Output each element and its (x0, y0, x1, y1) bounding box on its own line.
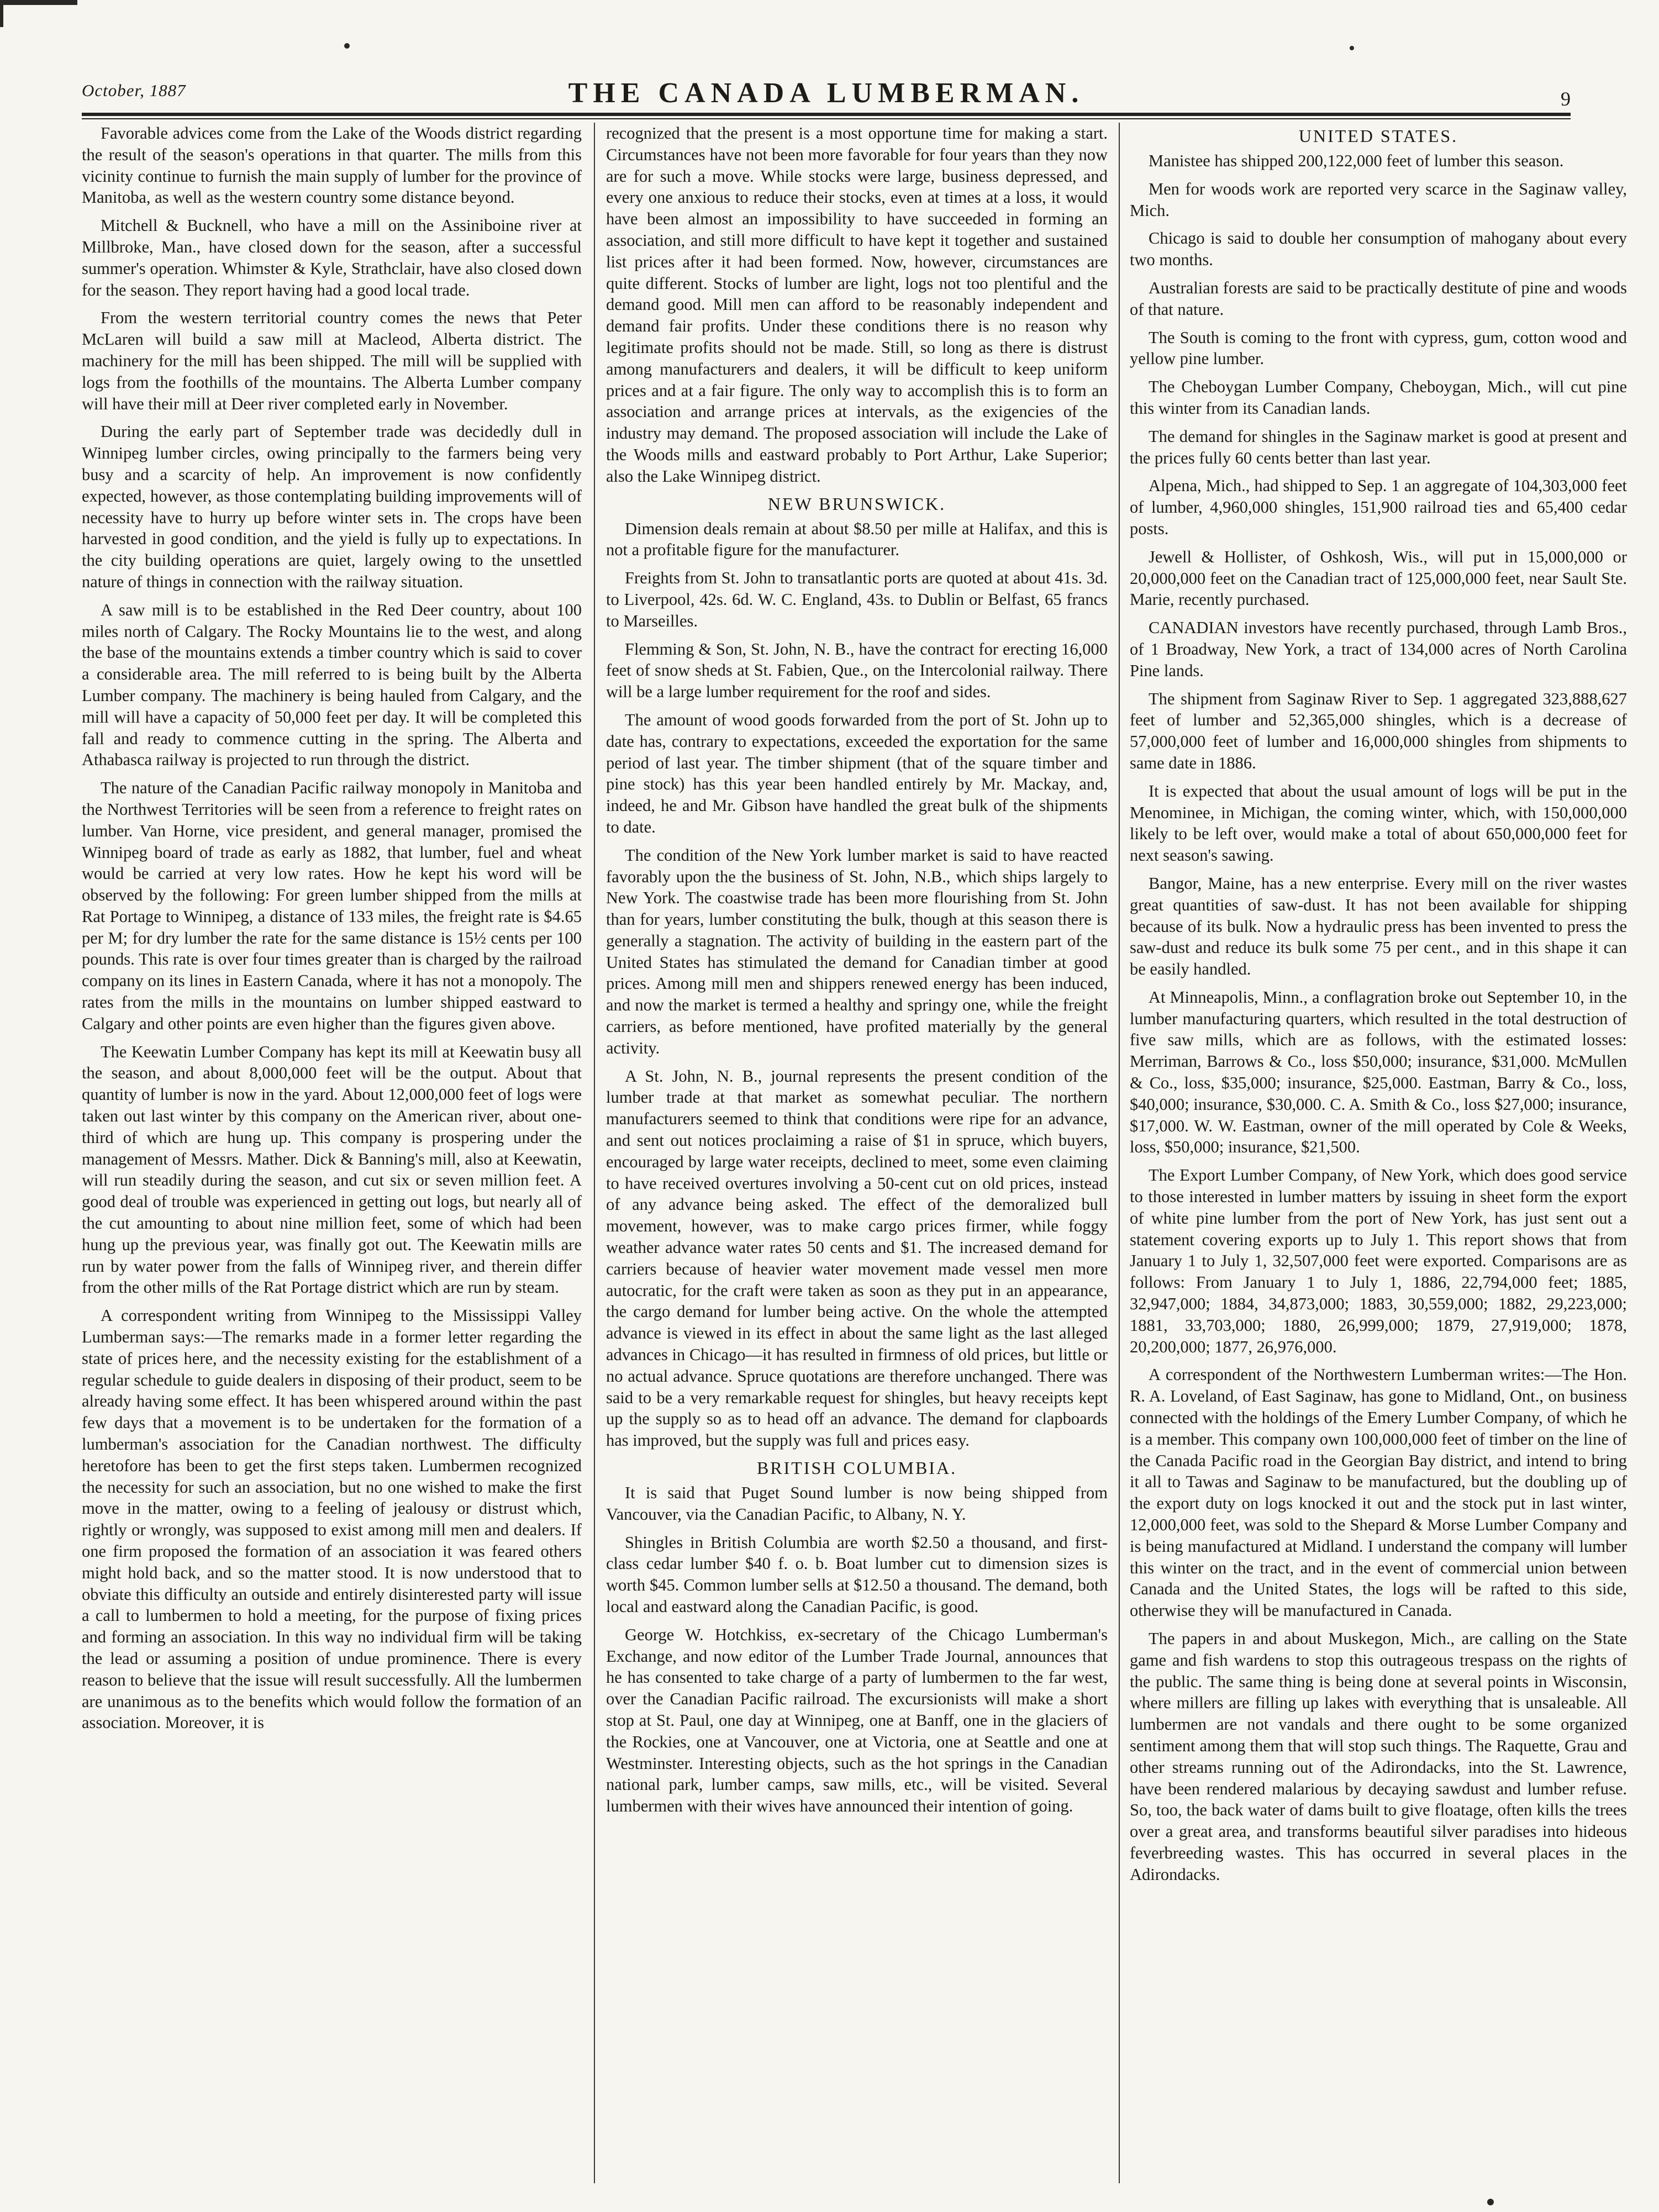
section-heading-united-states: UNITED STATES. (1298, 126, 1458, 146)
masthead-rule (82, 113, 1571, 116)
article-paragraph: Dimension deals remain at about $8.50 per mille at Halifax, and this is not a profitable figure for the manufacturer. (606, 519, 1108, 560)
article-paragraph: The South is coming to the front with cypress, gum, cotton wood and yellow pine lumber. (1130, 328, 1627, 368)
masthead (82, 77, 1571, 109)
scan-speck (344, 43, 350, 49)
page-number: 9 (1561, 88, 1571, 110)
article-paragraph: The demand for shingles in the Saginaw market is good at present and the prices fully 60 cents better than last year. (1130, 426, 1627, 467)
column-divider (594, 123, 595, 2183)
article-paragraph: recognized that the present is a most opportune time for making a start. Circumstances have not been more favorable for four years than they now are for such a move. While stocks were large, business depressed, and every one anxious to reduce their stocks, even at times at a loss, it would have been almost an impossibility to have succeeded in forming an association, and still more difficult to have kept it together and sustained list prices after it had been formed. Now, however, circumstances are quite different. Stocks of lumber are light, logs not too plentiful and the demand good. Mill men can afford to be reasonably independent and demand fair profits. Under these conditions there is no reason why legitimate profits should not be made. Still, so long as there is distrust among manufacturers and dealers, it will be difficult to keep uniform prices and at a fair figure. The only way to accomplish this is to form an association and arrange prices at intervals, as the exigencies of the industry may demand. The proposed association will include the Lake of the Woods mills and eastward probably to Port Arthur, Lake Superior; also the Lake Winnipeg district. (606, 124, 1108, 486)
section-heading-british-columbia: BRITISH COLUMBIA. (756, 1458, 957, 1478)
scan-speck (1350, 46, 1354, 50)
masthead-rule-thin (82, 118, 1571, 119)
left-column (82, 123, 582, 2189)
scan-artifact (0, 5, 3, 27)
section-heading-new-brunswick: NEW BRUNSWICK. (767, 493, 946, 514)
article-paragraph: Men for woods work are reported very scarce in the Saginaw valley, Mich. (1130, 179, 1627, 220)
article-paragraph: A correspondent of the Northwestern Lumberman writes:—The Hon. R. A. Loveland, of East Saginaw, has gone to Midland, Ont., on business connected with the holdings of the Emery Lumber Company, of which he is a member. This company own 100,000,000 feet of timber on the line of the Canada Pacific road in the Georgian Bay district, and intend to bring it all to Tawas and Saginaw to be manufactured, but the doubling up of the export duty on logs knocked it out and the stock put in last winter, 12,000,000 feet, was sold to the Shepard & Morse Lumber Company and is being manufactured at Midland. I understand the company will lumber this winter on the tract, and in the event of commercial union between Canada and the United States, the logs will be rafted to this side, otherwise they will be manufactured in Canada. (1130, 1365, 1627, 1620)
article-paragraph: George W. Hotchkiss, ex-secretary of the Chicago Lumberman's Exchange, and now editor of the Lumber Trade Journal, announces that he has consented to take charge of a party of lumbermen to the far west, over the Canadian Pacific railroad. The excursionists will make a short stop at St. Paul, one day at Winnipeg, one at Banff, one in the glaciers of the Rockies, one at Vancouver, one at Victoria, one at Seattle and one at Westminster. Interesting objects, such as the hot springs in the Canadian national park, lumber camps, saw mills, etc., will be visited. Several lumbermen with their wives have announced their intention of going. (606, 1625, 1108, 1816)
article-paragraph: During the early part of September trade was decidedly dull in Winnipeg lumber circles, owing principally to the farmers being very busy and a scarcity of help. An improvement is now confidently expected, however, as those contemplating building improvements will of necessity have to hurry up before winter sets in. The crops have been harvested in good condition, and the yield is fully up to expectations. In the city building operations are quiet, largely owing to the unsettled nature of things in connection with the railway situation. (82, 422, 582, 591)
article-paragraph: Favorable advices come from the Lake of the Woods district regarding the result of the season's operations in that quarter. The mills from this vicinity continue to furnish the main supply of lumber for the province of Manitoba, as well as the western country some distance beyond. (82, 124, 582, 207)
scan-speck (1487, 2199, 1494, 2205)
article-paragraph: It is expected that about the usual amount of logs will be put in the Menominee, in Michigan, the coming winter, which, with 150,000,000 likely to be left over, would make a total of about 650,000,000 feet for next season's sawing. (1130, 781, 1627, 865)
article-paragraph: From the western territorial country comes the news that Peter McLaren will build a saw mill at Macleod, Alberta district. The machinery for the mill has been shipped. The mill will be supplied with logs from the foothills of the mountains. The Alberta Lumber company will have their mill at Deer river completed early in November. (82, 308, 582, 413)
article-paragraph: A St. John, N. B., journal represents the present condition of the lumber trade at that market as somewhat peculiar. The northern manufacturers seemed to think that conditions were ripe for an advance, and sent out notices proclaiming a raise of $1 in spruce, which buyers, encouraged by large water receipts, declined to meet, some even claiming to have received overtures involving a 50-cent cut on old prices, instead of any advance being asked. The effect of the demoralized bull movement, however, was to make cargo prices firmer, while foggy weather advance water rates 50 cents and $1. The increased demand for carriers because of heavier water movement made vessel men more autocratic, for the craft were taken as soon as they put in an appearance, the cargo demand for lumber being active. On the whole the attempted advance is viewed in its effect in about the same light as the last alleged advances in Chicago—it has resulted in firmness of old prices, but little or no actual advance. Spruce quotations are therefore unchanged. There was said to be a very remarkable request for shingles, but heavy receipts kept up the supply so as to head off an advance. The demand for clapboards has improved, but the supply was full and prices easy. (606, 1066, 1108, 1450)
article-paragraph: Chicago is said to double her consumption of mahogany about every two months. (1130, 229, 1627, 270)
article-paragraph: Mitchell & Bucknell, who have a mill on the Assiniboine river at Millbroke, Man., have closed down for the season, after a successful summer's operation. Whimster & Kyle, Strathclair, have also closed down for the season. They report having had a good local trade. (82, 216, 582, 299)
article-paragraph: CANADIAN investors have recently purchased, through Lamb Bros., of 1 Broadway, New York, a tract of 134,000 acres of North Carolina Pine lands. (1130, 618, 1627, 680)
article-paragraph: The condition of the New York lumber market is said to have reacted favorably upon the the business of St. John, N.B., which ships largely to New York. The coastwise trade has been more flourishing from St. John than for years, lumber constituting the bulk, though at this season there is generally a stagnation. The activity of building in the eastern part of the United States has stimulated the demand for Canadian timber at good prices. Among mill men and shippers renewed energy has been induced, and now the market is termed a healthy and springy one, while the freight carriers, as before mentioned, have profited materially by the general activity. (606, 845, 1108, 1057)
article-paragraph: Bangor, Maine, has a new enterprise. Every mill on the river wastes great quantities of saw-dust. It has not been available for shipping because of its bulk. Now a hydraulic press has been invented to press the saw-dust and reduce its bulk some 75 per cent., and in this shape it can be easily handled. (1130, 873, 1627, 979)
article-paragraph: A saw mill is to be established in the Red Deer country, about 100 miles north of Calgary. The Rocky Mountains lie to the west, and along the base of the mountains extends a timber country which is said to cover a considerable area. The mill referred to is being built by the Alberta Lumber company. The machinery is being hauled from Calgary, and the mill will have a capacity of 50,000 feet per day. It will be completed this fall and ready to commence cutting in the spring. The Alberta and Athabasca railway is projected to run through the district. (82, 600, 582, 770)
article-paragraph: Freights from St. John to transatlantic ports are quoted at about 41s. 3d. to Liverpool, 42s. 6d. W. C. England, 43s. to Dublin or Belfast, 65 francs to Marseilles. (606, 568, 1108, 630)
column-divider (1119, 123, 1120, 2183)
newspaper-title: THE CANADA LUMBERMAN. (568, 77, 1084, 109)
right-column (1130, 123, 1627, 2189)
article-paragraph: The Export Lumber Company, of New York, which does good service to those interested in lumber matters by issuing in sheet form the export of white pine lumber from the port of New York, has just sent out a statement covering exports up to July 1. This report shows that from January 1 to July 1, 32,507,000 feet were exported. Comparisons are as follows: From January 1 to July 1, 1886, 22,794,000 feet; 1885, 32,947,000; 1884, 34,873,000; 1883, 30,559,000; 1882, 29,223,000; 1881, 33,703,000; 1880, 26,999,000; 1879, 27,919,000; 1878, 20,200,000; 1877, 26,976,000. (1130, 1166, 1627, 1356)
article-paragraph: At Minneapolis, Minn., a conflagration broke out September 10, in the lumber manufacturing quarters, which resulted in the total destruction of five saw mills, which are as follows, with the estimated losses: Merriman, Barrows & Co., loss $50,000; insurance, $31,000. McMullen & Co., loss, $35,000; insurance, $25,000. Eastman, Barry & Co., loss, $40,000; insurance, $30,000. C. A. Smith & Co., loss $27,000; insurance, $17,000. W. W. Eastman, owner of the mill operated by Cole & Weeks, loss, $50,000; insurance, $21,500. (1130, 987, 1627, 1157)
scan-artifact (0, 0, 77, 5)
article-paragraph: The Keewatin Lumber Company has kept its mill at Keewatin busy all the season, and about 8,000,000 feet will be the output. About that quantity of lumber is now in the yard. About 12,000,000 feet of logs were taken out last winter by this company on the American river, about one-third of which are hung up. This company is prospering under the management of Messrs. Mather. Dick & Banning's mill, also at Keewatin, will run steadily during the season, and cut six or seven million feet. A good deal of trouble was experienced in getting out logs, but nearly all of the cut amounting to about nine million feet, some of which had been hung up the previous year, was finally got out. The Keewatin mills are run by water power from the falls of Winnipeg river, and therein differ from the other mills of the Rat Portage district which are run by steam. (82, 1042, 582, 1297)
article-paragraph: The papers in and about Muskegon, Mich., are calling on the State game and fish wardens to stop this outrageous trespass on the rights of the public. The same thing is being done at several points in Wisconsin, where millers are filling up lakes with everything that is unsaleable. All lumbermen are not vandals and there ought to be some organized sentiment among them that will stop such things. The Raquette, Grau and other streams running out of the Adirondacks, into the St. Lawrence, have been rendered malarious by decaying sawdust and lumber refuse. So, too, the back water of dams built to give floatage, often kills the trees over a great area, and transforms beautiful silver paradises into hideous feverbreeding wastes. This has occurred in several places in the Adirondacks. (1130, 1629, 1627, 1884)
article-paragraph: It is said that Puget Sound lumber is now being shipped from Vancouver, via the Canadian Pacific, to Albany, N. Y. (606, 1483, 1108, 1524)
article-paragraph: A correspondent writing from Winnipeg to the Mississippi Valley Lumberman says:—The remarks made in a former letter regarding the state of prices here, and the necessity existing for the establishment of a regular schedule to guide dealers in disposing of their product, seem to be already having some effect. It has been whispered around within the past few days that a movement is to be undertaken for the formation of a lumberman's association for the Canadian northwest. The difficulty heretofore has been to get the first steps taken. Lumbermen recognized the necessity for such an association, but no one wished to make the first move in the matter, owing to a feeling of jealousy or distrust which, rightly or wrongly, was supposed to exist among mill men and dealers. If one firm proposed the formation of an association it was feared others might hold back, and so the matter stood. It is now understood that to obviate this difficulty an outside and entirely disinterested party will issue a call to lumbermen to hold a meeting, for the purpose of fixing prices and forming an association. In this way no individual firm will be taking the lead or assuming a position of undue prominence. There is every reason to believe that the issue will result successfully. All the lumbermen are unanimous as to the benefits which would follow the formation of an association. Moreover, it is (82, 1306, 582, 1732)
middle-column (606, 123, 1108, 2189)
article-paragraph: The nature of the Canadian Pacific railway monopoly in Manitoba and the Northwest Territories will be seen from a reference to freight rates on lumber. Van Horne, vice president, and general manager, promised the Winnipeg board of trade as early as 1882, that lumber, fuel and wheat would be carried at very low rates. How he kept his word will be observed by the following: For green lumber shipped from the mills at Rat Portage to Winnipeg, a distance of 133 miles, the freight rate is $4.65 per M; for dry lumber the rate for the same distance is 15½ cents per 100 pounds. This rate is over four times greater than is charged by the railroad company on its lines in Eastern Canada, where it has not a monopoly. The rates from the mills in the mountains on lumber shipped eastward to Calgary and other points are even higher than the figures given above. (82, 778, 582, 1033)
article-paragraph: Jewell & Hollister, of Oshkosh, Wis., will put in 15,000,000 or 20,000,000 feet on the Canadian tract of 125,000,000 feet, near Sault Ste. Marie, recently purchased. (1130, 547, 1627, 609)
article-paragraph: Manistee has shipped 200,122,000 feet of lumber this season. (1149, 151, 1564, 170)
article-paragraph: The Cheboygan Lumber Company, Cheboygan, Mich., will cut pine this winter from its Canadian lands. (1130, 377, 1627, 418)
issue-date: October, 1887 (82, 81, 186, 100)
article-paragraph: Shingles in British Columbia are worth $2.50 a thousand, and first-class cedar lumber $40 f. o. b. Boat lumber cut to dimension sizes is worth $45. Common lumber sells at $12.50 a thousand. The demand, both local and eastward along the Canadian Pacific, is good. (606, 1532, 1108, 1616)
article-paragraph: Alpena, Mich., had shipped to Sep. 1 an aggregate of 104,303,000 feet of lumber, 4,960,000 shingles, 151,900 railroad ties and 65,400 cedar posts. (1130, 476, 1627, 538)
article-paragraph: The shipment from Saginaw River to Sep. 1 aggregated 323,888,627 feet of lumber and 52,365,000 shingles, which is a decrease of 57,000,000 feet of lumber and 16,000,000 shingles from shipments to same date in 1886. (1130, 689, 1627, 772)
article-paragraph: Flemming & Son, St. John, N. B., have the contract for erecting 16,000 feet of snow sheds at St. Fabien, Que., on the Intercolonial railway. There will be a large lumber requirement for the roof and sides. (606, 639, 1108, 702)
article-paragraph: The amount of wood goods forwarded from the port of St. John up to date has, contrary to expectations, exceeded the exportation for the same period of last year. The timber shipment (that of the square timber and pine stock) has this year been handled entirely by Mr. Mackay, and, indeed, he and Mr. Gibson have handled the great bulk of the shipments to date. (606, 710, 1108, 836)
article-paragraph: Australian forests are said to be practically destitute of pine and woods of that nature. (1130, 278, 1627, 319)
